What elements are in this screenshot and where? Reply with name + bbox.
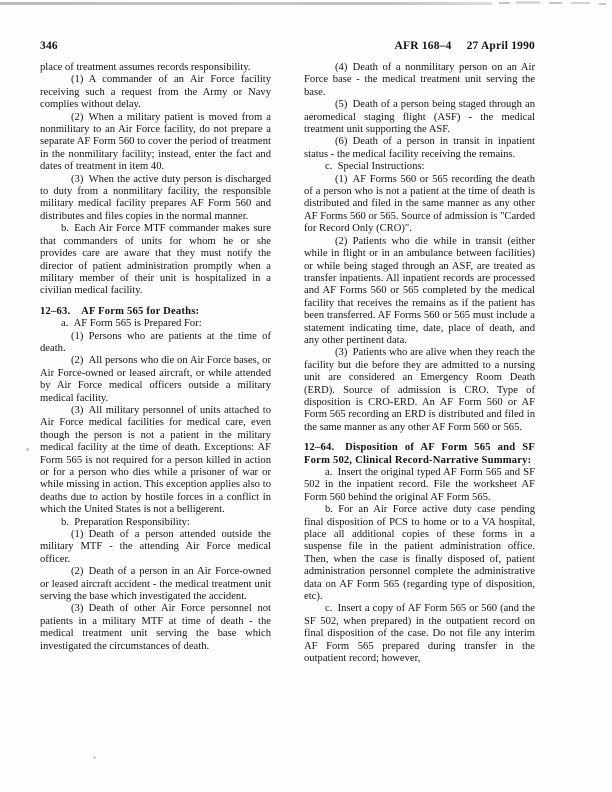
scan-artifact-speck [549,2,562,4]
paragraph: a. AF Form 565 is Prepared For: [61,318,202,330]
page-number: 346 [40,40,58,52]
paragraph: (3) Patients who are alive when they reach the facility but die before they are admitted to a nursing unit are considered an Emergency Room Death (ERD). Source of admission is CRO. Type of disposition is CRO-ERD. An AF Form 560 or AF Form 565 recording an ERD is distributed and filed in the same manner as any other AF Form 560 or 565. [304,347,535,433]
header-date: 27 April 1990 [466,40,535,52]
paragraph: b. Each Air Force MTF commander makes sure that commanders of units for whom he or she provides care are aware that they must notify the director of patient administration promptly when a military member of their unit is hospitalized in a civilian medical facility. [40,223,271,297]
paragraph: (3) All military personnel of units attached to Air Force medical facilities for medical care, even though the person is not a patient in the military medical facility at the time of death. Exceptions: AF Form 565 is not required for a person killed in action or for a person who dies while a prisoner of war or while missing in action. This exception applies also to deaths due to action by hostile forces in a conflict in which the United States is not a belligerent. [40,404,271,516]
scan-artifact-speck [499,2,510,4]
paragraph: (5) Death of a person being staged through an aeromedical staging flight (ASF) - the medical treatment unit supporting the ASF. [304,99,535,136]
paragraph: (3) When the active duty person is discharged to duty from a nonmilitary facility, the responsible military medical facility prepares AF Form 560 and distributes and files copies in the normal manner. [40,173,271,222]
section-heading: 12–64. Disposition of AF Form 565 and SF Form 502, Clinical Record-Narrative Summary: [304,442,535,466]
left-column [40,62,271,653]
paragraph: (4) Death of a nonmilitary person on an Air Force base - the medical treatment unit serving the base. [304,62,535,98]
scan-artifact-speck [571,2,590,4]
page-header [40,40,535,52]
paragraph: (1) A commander of an Air Force facility receiving such a request from the Army or Navy complies without delay. [40,74,271,111]
paragraph: (6) Death of a person in transit in inpatient status - the medical facility receiving the remains. [304,136,535,160]
paragraph: b. Preparation Responsibility: [61,516,190,528]
scan-artifact-speck [599,3,606,5]
section-heading: 12–63. AF Form 565 for Deaths: [40,305,200,317]
paragraph: (1) Death of a person attended outside the military MTF - the attending Air Force medical officer. [40,529,271,565]
header-regulation-date [395,40,535,52]
scan-artifact-strip [0,2,492,5]
paragraph: c. Insert a copy of AF Form 565 or 560 (and the SF 502, when prepared) in the outpatient record on final disposition of the case. Do not file any interim AF Form 565 prepared during transfer in the outpatient record; however, [304,603,535,665]
paragraph: (1) Persons who are patients at the time of death. [40,330,271,354]
paragraph: c. Special Instructions: [325,161,425,173]
regulation-number: AFR 168–4 [394,40,452,52]
paragraph: (1) AF Forms 560 or 565 recording the death of a person who is not a patient at the time of death is distributed and filed in the same manner as any other AF Forms 560 or 565. Source of admission is "Carded for Record Only (CRO)". [304,173,535,235]
right-column [304,62,535,666]
paragraph: (2) All persons who die on Air Force bases, or Air Force-owned or leased aircraft, or while attended by Air Force medical officers outside a military medical facility. [40,355,271,404]
paragraph: (2) Death of a person in an Air Force-owned or leased aircraft accident - the medical treatment unit serving the base which investigated the accident. [40,566,271,603]
paragraph: (3) Death of other Air Force personnel not patients in a military MTF at time of death - the medical treatment unit serving the base which investigated the circumstances of death. [40,603,271,652]
paragraph: b. For an Air Force active duty case pending final disposition of PCS to home or to a VA hospital, place all additional copies of these forms in a suspense file in the patient administration office. Then, when the case is finally disposed of, patient administration personnel complete the administrative data on AF Form 565 (regarding type of disposition, etc). [304,504,535,603]
paragraph: (2) When a military patient is moved from a nonmilitary to an Air Force facility, do not prepare a separate AF Form 560 to cover the period of treatment in the nonmilitary facility; instead, enter the fact and dates of treatment in item 40. [40,111,271,173]
scan-artifact-dot [93,756,96,759]
paragraph: (2) Patients who die while in transit (either while in flight or in an ambulance between facilities) or while being staged through an ASF, are treated as transfer inpatients. All inpatient records are processed and AF Forms 560 or 565 completed by the medical facility that receives the remains as if the patient has been transferred. AF Forms 560 or 565 must include a statement indicating time, date, place of death, and any other pertinent data. [304,235,535,346]
scan-artifact-speck [516,1,540,4]
paragraph: a. Insert the original typed AF Form 565 and SF 502 in the inpatient record. File the worksheet AF Form 560 behind the original AF Form 565. [304,467,535,503]
scan-artifact-dot [26,448,29,451]
paragraph: place of treatment assumes records responsibility. [40,62,251,73]
